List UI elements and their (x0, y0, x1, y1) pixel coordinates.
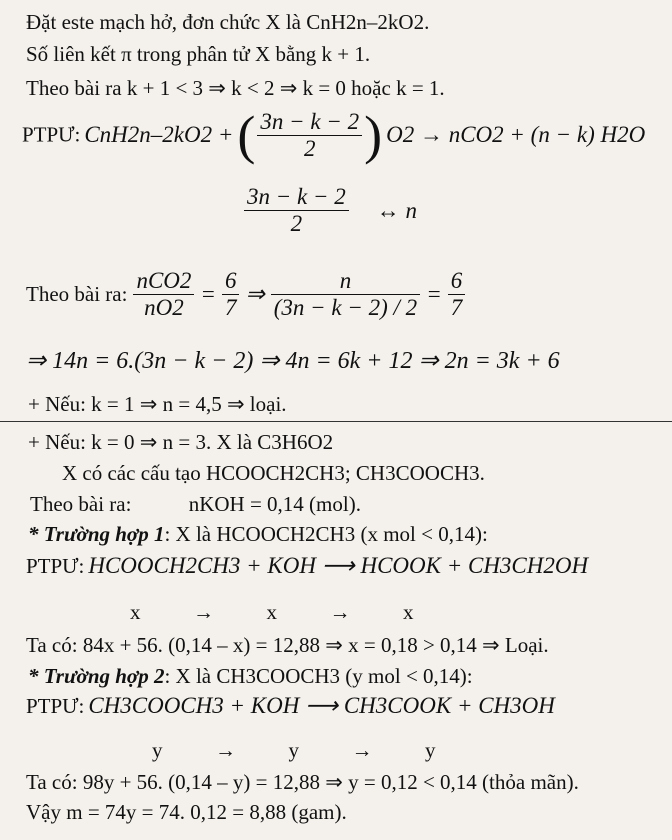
relation-fraction (244, 184, 349, 237)
products-formula: O2 → nCO2 + (n − k) H2O (386, 122, 646, 147)
open-paren: ( (237, 105, 256, 165)
reaction-2-moles: y → y → y (152, 738, 436, 762)
case-2-heading (28, 664, 473, 689)
equation-label: PTPƯ: (22, 122, 81, 147)
combustion-equation (22, 105, 646, 165)
calculation-2: Ta có: 98y + 56. (0,14 – y) = 12,88 ⇒ y = 0,12 < 0,14 (thỏa mãn). (26, 770, 579, 794)
koh-value: nKOH = 0,14 (mol). (188, 492, 361, 516)
ratio-label: Theo bài ra: (26, 282, 128, 306)
koh-moles-line (30, 492, 361, 517)
equals-sign-2: = (426, 281, 442, 307)
ratio-equation (26, 268, 467, 321)
case-k-equals-0: + Nếu: k = 0 ⇒ n = 3. X là C3H6O2 (28, 430, 334, 454)
reaction-1-moles: x → x → x (130, 600, 414, 624)
close-paren: ) (364, 105, 383, 165)
case-1-heading (28, 522, 488, 547)
fraction-denominator: 2 (303, 135, 316, 161)
case-1-title: * Trường hợp 1 (28, 522, 165, 546)
relation-numerator: 3n − k − 2 (244, 184, 349, 211)
final-answer: Vậy m = 74y = 74. 0,12 = 8,88 (gam). (26, 800, 347, 824)
case-1-description: : X là HCOOCH2CH3 (x mol < 0,14): (164, 522, 488, 546)
numerator-6-b: 6 (448, 268, 466, 295)
denominator-7: 7 (224, 295, 237, 320)
denominator-7-b: 7 (450, 295, 463, 320)
relation-denominator: 2 (290, 211, 303, 236)
ratio-fraction-six-sevenths-2 (448, 268, 466, 321)
reaction-1-equation: HCOOCH2CH3 + KOH ⟶ HCOOK + CH3CH2OH (88, 553, 589, 578)
coefficient-fraction (257, 109, 362, 162)
ratio-numerator-co2: nCO2 (133, 268, 194, 295)
ratio-fraction-n (271, 268, 420, 321)
line-k-values: Theo bài ra k + 1 < 3 ⇒ k < 2 ⇒ k = 0 hoặc k = 1. (26, 76, 445, 100)
calculation-1: Ta có: 84x + 56. (0,14 – x) = 12,88 ⇒ x = 0,18 > 0,14 ⇒ Loại. (26, 633, 549, 657)
reaction-1-label: PTPƯ: (26, 554, 85, 578)
numerator-6: 6 (222, 268, 240, 295)
reaction-2-equation: CH3COOCH3 + KOH ⟶ CH3COOK + CH3OH (88, 693, 555, 718)
reactant-formula: CnH2n–2kO2 + (84, 122, 234, 147)
relation-rhs: ↔ n (376, 197, 417, 223)
ratio-fraction-co2-o2 (133, 268, 194, 321)
denominator-expression: (3n − k − 2) / 2 (273, 295, 418, 320)
numerator-n: n (271, 268, 420, 295)
mole-relation (242, 184, 417, 237)
equals-sign: = (200, 281, 216, 307)
ratio-fraction-six-sevenths (222, 268, 240, 321)
reaction-2 (26, 693, 555, 719)
case-k-equals-1: + Nếu: k = 1 ⇒ n = 4,5 ⇒ loại. (28, 392, 287, 416)
isomer-structures: X có các cấu tạo HCOOCH2CH3; CH3COOCH3. (62, 461, 485, 485)
line-pi-bonds: Số liên kết π trong phân tử X bằng k + 1. (26, 42, 371, 66)
solve-n-line: ⇒ 14n = 6.(3n − k − 2) ⇒ 4n = 6k + 12 ⇒ 2n = 3k + 6 (26, 348, 560, 374)
ratio-denominator-o2: nO2 (144, 295, 184, 320)
case-2-title: * Trường hợp 2 (28, 664, 165, 688)
line-define-ester: Đặt este mạch hở, đơn chức X là CnH2n–2kO2. (26, 10, 430, 34)
reaction-2-label: PTPƯ: (26, 694, 85, 718)
koh-label: Theo bài ra: (30, 492, 132, 516)
case-2-description: : X là CH3COOCH3 (y mol < 0,14): (164, 664, 473, 688)
implies-sign: ⇒ (245, 281, 265, 307)
page-divider (0, 421, 672, 422)
reaction-1 (26, 553, 588, 579)
fraction-numerator: 3n − k − 2 (257, 109, 362, 136)
